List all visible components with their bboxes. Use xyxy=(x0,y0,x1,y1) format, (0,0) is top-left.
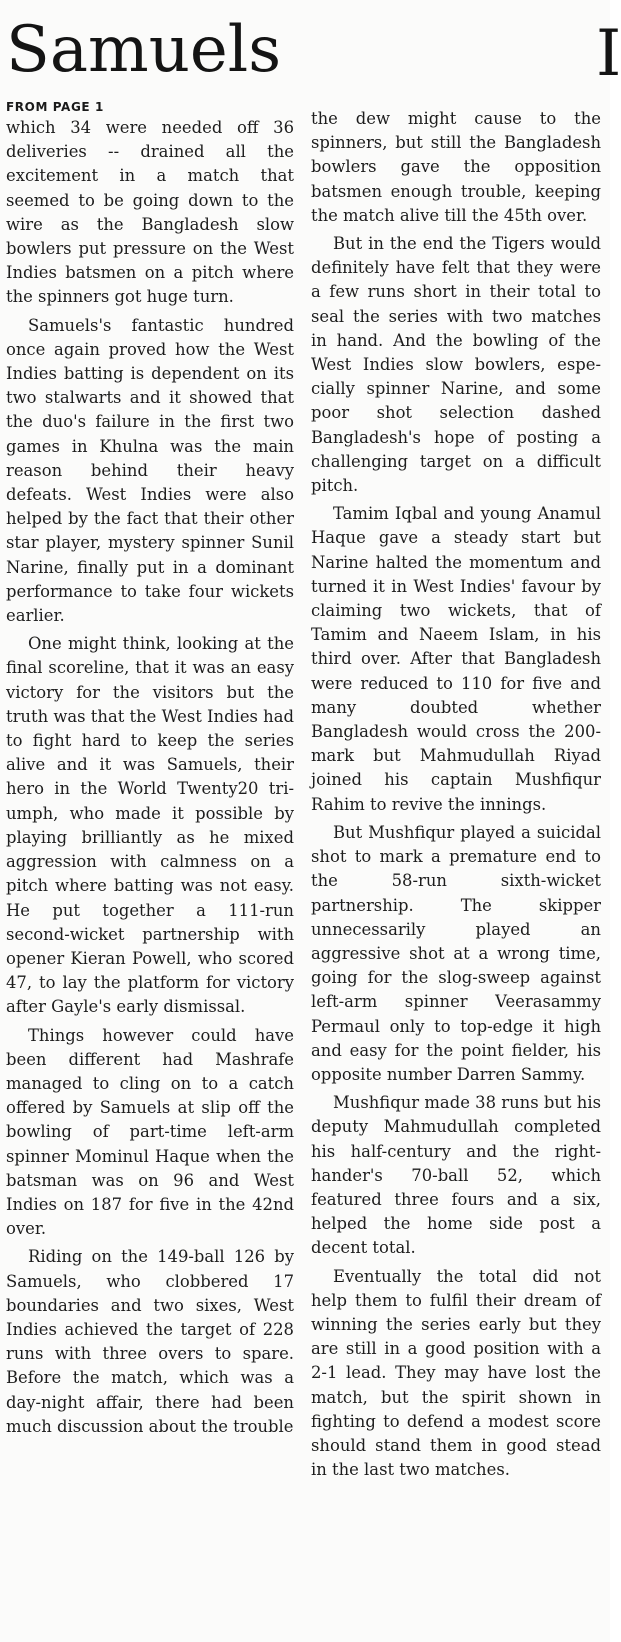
paragraph: One might think, looking at the final scoreline, that it was an easy victory for the visitors but the truth was that the West Indies had to fight hard to keep the series alive and it was Samuels, their hero in the World Twenty20 triumph, who made it possible by playing brilliantly as he mixed aggression with calmness on a pitch where batting was not easy. He put together a 111-run second-wicket partnership with opener Kieran Powell, who scored 47, to lay the platform for victory after Gayle's early dismissal. xyxy=(6,634,294,1017)
paragraph: But Mushfiqur played a suicidal shot to mark a premature end to the 58-run sixth-wicket partnership. The skipper unnecessarily played an aggressive shot at a wrong time, going for the slog-sweep against left-arm spinner Veerasammy Permaul only to top-edge it high and easy for the point fielder, his opposite number Darren Sammy. xyxy=(311,822,601,1084)
article-column-right xyxy=(311,107,601,1482)
paragraph: Eventually the total did not help them to fulfil their dream of winning the series early but they are still in a good position with a 2-1 lead. They may have lost the match, but the spirit shown in fighting to defend a modest score should stand them in good stead in the last two matches. xyxy=(311,1266,601,1480)
article-column-left xyxy=(6,99,294,1439)
paragraph: Tamim Iqbal and young Anamul Haque gave a steady start but Narine halted the momentum and turned it in West Indies' favour by claiming two wickets, that of Tamim and Naeem Islam, in his third over. After that Bangladesh were reduced to 110 for five and many doubted whether Bangladesh would cross the 200-mark but Mahmudullah Riyad joined his captain Mushfiqur Rahim to revive the innings. xyxy=(311,504,601,814)
paragraph: which 34 were needed off 36 deliveries -- drained all the excitement in a match that seemed to be going down to the wire as the Bangladesh slow bowlers put pressure on the West Indies batsmen on a pitch where the spinners got huge turn. xyxy=(6,118,294,307)
headline: Samuels xyxy=(6,13,282,87)
continuation-kicker: FROM PAGE 1 xyxy=(6,100,104,114)
paragraph: But in the end the Tigers would definitely have felt that they were a few runs short in their total to seal the series with two matches in hand. And the bowling of the West Indies slow bowlers, especially spinner Narine, and some poor shot selection dashed Bangladesh's hope of posting a challenging target on a difficult pitch. xyxy=(311,234,601,496)
paragraph: the dew might cause to the spinners, but still the Bangladesh bowlers gave the opposition batsmen enough trouble, keeping the match alive till the 45th over. xyxy=(311,109,601,225)
paragraph: Things however could have been different had Mashrafe managed to cling on to a catch offered by Samuels at slip off the bowling of part-time left-arm spinner Mominul Haque when the batsman was on 96 and West Indies on 187 for five in the 42nd over. xyxy=(6,1025,294,1239)
paragraph: Mushfiqur made 38 runs but his deputy Mahmudullah completed his half-century and the right-hander's 70-ball 52, which featured three fours and a six, helped the home side post a decent total. xyxy=(311,1093,601,1258)
paragraph: Samuels's fantastic hundred once again proved how the West Indies batting is dependent on its two stalwarts and it showed that the duo's failure in the first two games in Khulna was the main reason behind their heavy defeats. West Indies were also helped by the fact that their other star player, mystery spinner Sunil Narine, finally put in a dominant performance to take four wickets earlier. xyxy=(6,315,294,626)
headline-edge-fragment: I xyxy=(596,17,621,91)
paragraph: Riding on the 149-ball 126 by Samuels, who clobbered 17 boundaries and two sixes, West Indies achieved the target of 228 runs with three overs to spare. Before the match, which was a day-night affair, there had been much discussion about the trouble xyxy=(6,1247,294,1436)
